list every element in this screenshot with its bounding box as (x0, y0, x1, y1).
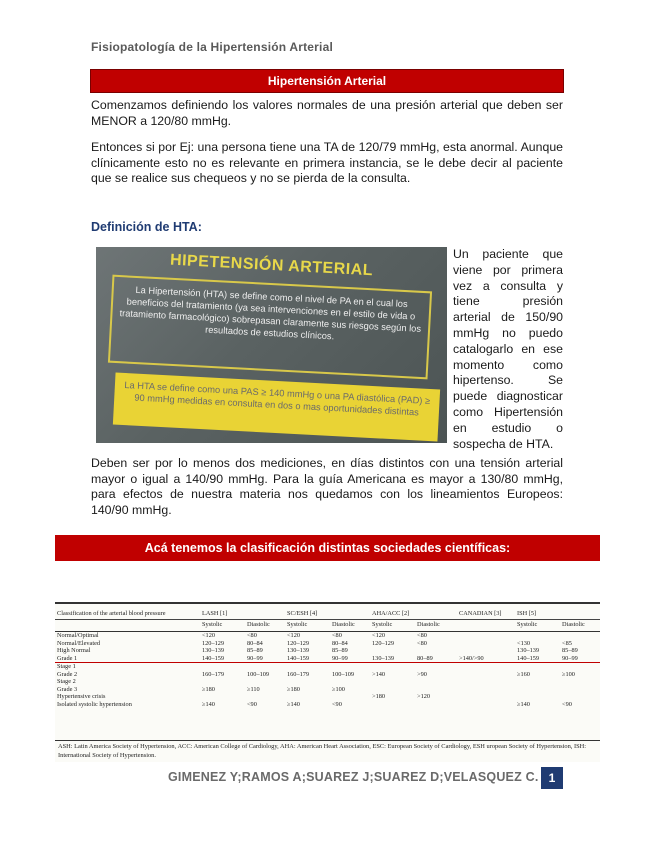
sub-header: Diastolic (415, 620, 457, 632)
table-cell (515, 686, 560, 694)
table-group-header (55, 604, 600, 620)
table-cell (370, 647, 415, 655)
table-sub-header (55, 620, 600, 632)
group-header: LASH [1] (200, 604, 285, 620)
table-cell: >140/>90 (457, 655, 495, 663)
table-cell (495, 640, 515, 648)
table-cell (285, 678, 330, 686)
table-cell (495, 701, 515, 709)
side-paragraph: Un paciente que viene por primera vez a consulta y tiene presión arterial de 150/90 mmHg no puedo catalogarlo en ese momento como hipertenso. Se puede diagnosticar como Hipertensión en estudio o sospecha de HTA. (453, 247, 563, 451)
slide-photo (96, 247, 447, 443)
table-cell: <120 (370, 632, 415, 640)
table-cell (330, 678, 370, 686)
table-cell: ≥100 (562, 670, 575, 678)
table-cell (457, 640, 495, 648)
table-cell: 130–139 (370, 655, 415, 663)
table-row (55, 671, 600, 679)
slide-title: HIPETENSIÓN ARTERIAL (169, 251, 374, 280)
table-cell (370, 686, 415, 694)
table-cell (457, 647, 495, 655)
table-cell: <90 (247, 700, 257, 708)
row-label: Grade 1 (55, 655, 200, 663)
table-cell (285, 663, 330, 671)
table-body (55, 632, 600, 709)
table-cell (370, 678, 415, 686)
table-cell (457, 701, 495, 709)
row-label: Grade 3 (57, 685, 78, 693)
table-row (55, 640, 600, 648)
table-cell: <85 (562, 639, 572, 647)
table-cell (560, 663, 600, 671)
row-label: Isolated systolic hypertension (57, 700, 132, 708)
table-cell: 160–179 (287, 670, 310, 678)
table-cell (495, 693, 515, 701)
table-cell: <130 (517, 639, 531, 647)
table-row (55, 686, 600, 694)
table-cell: <80 (415, 632, 457, 640)
paragraph-measurements: Deben ser por lo menos dos mediciones, en días distintos con una tensión arterial mayor o igual a 140/90 mmHg. Para la guía Americana es mayor a 130/80 mmHg, para efectos de nuestra materia nos quedamos con los lineamientos Europeos: 140/90 mmHg. (91, 456, 563, 517)
row-label: Stage 2 (57, 678, 76, 685)
table-cell (285, 693, 330, 701)
table-row (55, 678, 600, 686)
table-cell (330, 663, 370, 671)
table-cell: >90 (417, 670, 427, 678)
group-header: ISH [5] (515, 604, 600, 620)
table-row (55, 632, 600, 640)
table-cell: 90–99 (245, 655, 285, 663)
slide-criteria-box: La HTA se define como una PAS ≥ 140 mmHg o una PA diastólica (PAD) ≥ 90 mmHg medidas en consulta en dos o mas oportunidades distintas (113, 373, 440, 442)
table-cell: <90 (332, 700, 342, 708)
table-cell: 160–179 (202, 670, 225, 678)
table-cell (495, 686, 515, 694)
table-cell (560, 678, 600, 686)
table-row (55, 693, 600, 701)
table-cell: >140 (372, 670, 386, 678)
classification-table (55, 604, 600, 708)
group-header: SC/ESH [4] (285, 604, 370, 620)
table-cell: <90 (562, 700, 572, 708)
table-cell: 80–84 (247, 639, 263, 647)
group-header: CANADIAN [3] (457, 604, 515, 620)
table-cell: 130–139 (202, 647, 225, 654)
table-cell (457, 663, 495, 671)
section-bar-hipertension: Hipertensión Arterial (91, 70, 563, 92)
table-cell (200, 663, 245, 671)
sub-header: Diastolic (330, 620, 370, 632)
table-cell: 100–109 (247, 670, 270, 678)
table-cell (200, 678, 245, 686)
table-cell: ≥140 (517, 700, 530, 708)
table-cell: ≥160 (517, 670, 530, 678)
row-label: Grade 2 (57, 670, 78, 678)
table-footnote: ASH: Latin America Society of Hypertension, ACC: American College of Cardiology, AHA: American Heart Association, ESC: European Society of Cardiology, ESH uropean Society of Hypertension, ISH: International Society of Hypertension. (55, 740, 600, 760)
document-header-title: Fisiopatología de la Hipertensión Arterial (91, 40, 333, 54)
table-row (55, 655, 600, 663)
table-cell: ≥180 (202, 685, 215, 693)
table-cell (457, 678, 495, 686)
slide-definition-box: La Hipertensión (HTA) se define como el nivel de PA en el cual los beneficios del tratamiento (ya sea intervenciones en el estilo de vida o tratamiento farmacológico) sobrepasan claramente sus riesgos según los resultados de estudios clínicos. (108, 275, 432, 380)
table-cell (245, 693, 285, 701)
row-label: High Normal (57, 647, 91, 654)
table-cell (330, 693, 370, 701)
sub-header: Systolic (370, 620, 415, 632)
paragraph-intro: Comenzamos definiendo los valores normales de una presión arterial que deben ser MENOR a 120/80 mmHg. (91, 98, 563, 128)
classification-table-image (55, 602, 600, 762)
table-cell: 90–99 (560, 655, 600, 663)
table-cell (245, 678, 285, 686)
table-cell (515, 663, 560, 671)
table-cell: ≥140 (287, 700, 300, 708)
table-cell (495, 632, 515, 640)
table-cell (370, 701, 415, 709)
table-cell: <120 (200, 632, 245, 640)
table-cell: <80 (245, 632, 285, 640)
table-cell (495, 663, 515, 671)
table-cell (515, 678, 560, 686)
table-cell: 120–129 (372, 639, 395, 647)
table-row (55, 663, 600, 671)
table-cell: 140–159 (515, 655, 560, 663)
table-cell: >180 (372, 693, 386, 700)
table-cell (560, 686, 600, 694)
footer-authors: GIMENEZ Y;RAMOS A;SUAREZ J;SUAREZ D;VELASQUEZ C. (168, 770, 539, 784)
table-cell (415, 663, 457, 671)
table-cell: 140–159 (200, 655, 245, 663)
table-cell (245, 663, 285, 671)
table-cell (415, 686, 457, 694)
table-cell: 130–139 (517, 647, 540, 654)
row-label: Normal/Elevated (57, 639, 101, 647)
table-cell: 85–89 (332, 647, 348, 654)
table-cell: ≥140 (202, 700, 215, 708)
table-cell: 85–89 (562, 647, 578, 654)
table-row (55, 647, 600, 655)
table-cell: 85–89 (247, 647, 263, 654)
row-label: Normal/Optimal (55, 632, 200, 640)
sub-header: Diastolic (245, 620, 285, 632)
table-cell (560, 632, 600, 640)
table-cell: 130–139 (287, 647, 310, 654)
table-corner: Classification of the arterial blood pressure (55, 604, 200, 620)
sub-header: Diastolic (560, 620, 600, 632)
row-label: Stage 1 (57, 663, 76, 670)
table-cell: 90–99 (330, 655, 370, 663)
row-label: Hypertensive crisis (57, 693, 106, 700)
classification-bar: Acá tenemos la clasificación distintas sociedades científicas: (55, 535, 600, 561)
table-cell: 100–109 (332, 670, 355, 678)
table-cell: 120–129 (287, 639, 310, 647)
sub-header: Systolic (285, 620, 330, 632)
table-cell (200, 693, 245, 701)
sub-header: Systolic (515, 620, 560, 632)
table-row (55, 701, 600, 709)
table-cell: ≥100 (332, 685, 345, 693)
table-cell: <120 (285, 632, 330, 640)
sub-header: Systolic (200, 620, 245, 632)
table-cell (560, 693, 600, 701)
table-cell (495, 671, 515, 679)
table-cell (457, 632, 495, 640)
page-number: 1 (541, 767, 563, 789)
paragraph-example: Entonces si por Ej: una persona tiene una TA de 120/79 mmHg, esta anormal. Aunque clínicamente esto no es relevante en primera instancia, se le debe decir al paciente que se realice sus chequeos y no se pierda de la consulta. (91, 140, 563, 185)
table-cell: 80–84 (332, 639, 348, 647)
table-cell (415, 678, 457, 686)
table-cell (495, 647, 515, 655)
table-cell: ≥110 (247, 685, 260, 693)
table-cell (370, 663, 415, 671)
table-cell: 120–129 (202, 639, 225, 647)
table-cell (495, 655, 515, 663)
table-cell: <80 (330, 632, 370, 640)
group-header: AHA/ACC [2] (370, 604, 457, 620)
table-cell (415, 701, 457, 709)
table-cell: 80–89 (415, 655, 457, 663)
table-cell (495, 678, 515, 686)
definition-heading: Definición de HTA: (91, 220, 202, 234)
table-cell: ≥180 (287, 685, 300, 693)
table-cell (457, 686, 495, 694)
table-cell (515, 693, 560, 701)
table-cell: <80 (417, 639, 427, 647)
table-cell (515, 632, 560, 640)
table-cell (457, 671, 495, 679)
table-cell: 140–159 (285, 655, 330, 663)
table-cell: >120 (417, 693, 431, 700)
table-cell (415, 647, 457, 655)
table-cell (457, 693, 495, 701)
